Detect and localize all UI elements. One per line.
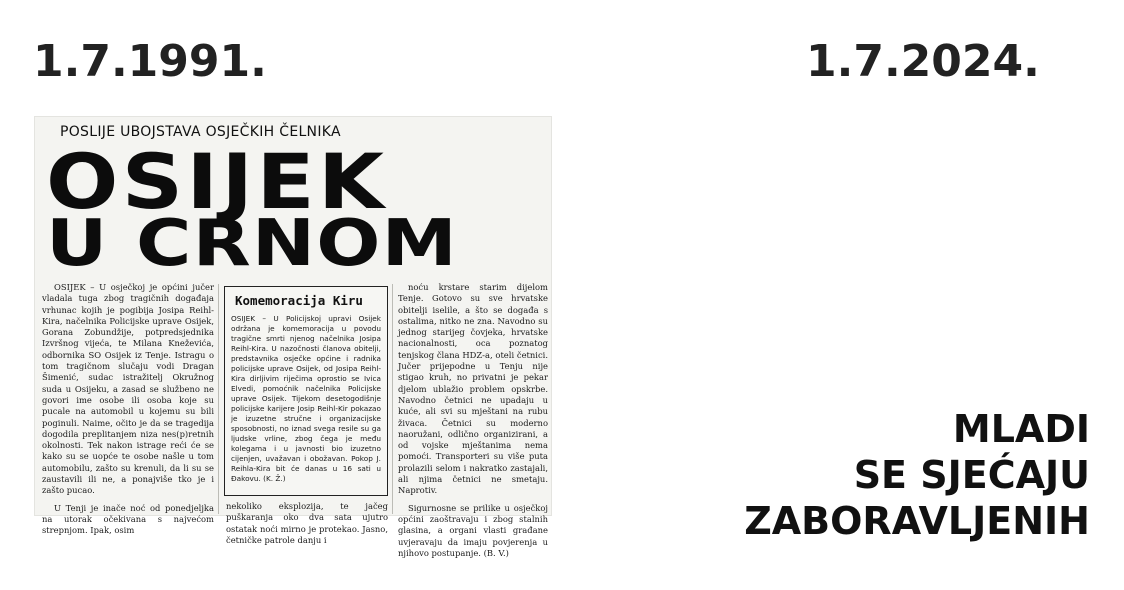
commemoration-box bbox=[224, 286, 388, 496]
article-column-2-bottom: nekoliko eksplozija, te jačeg puškaranja oko dva sata ujutro ostatak noći mirno je protekao. Jasno, četničke patrole danju i bbox=[226, 501, 388, 545]
clipping-kicker: POSLIJE UBOJSTAVA OSJEČKIH ČELNIKA bbox=[60, 124, 341, 140]
article-paragraph: Sigurnosne se prilike u osječkoj općini zaoštravaju i zbog stalnih glasina, a organi vlasti građane uvjeravaju da imaju povjerenja u njihovo postupanje. (B. V.) bbox=[398, 502, 548, 558]
tagline-line3: ZABORAVLJENIH bbox=[744, 499, 1090, 543]
box-body bbox=[231, 314, 381, 484]
column-divider bbox=[218, 284, 219, 514]
box-title: Komemoracija Kiru bbox=[235, 293, 363, 308]
article-column-1 bbox=[42, 282, 214, 536]
box-paragraph: OSIJEK – U Policijskoj upravi Osijek održana je komemoracija u povodu tragične smrti njenog načelnika Josipa Reihl-Kira. U nazočnosti članova obitelji, predstavnika osječke općine i radnika policijske uprave Osijek, od Josipa Reihl-Kira dirljivim riječima oprostio se Ivica Elvedi, pomoćnik načelnika Policijske uprave Osijek. Tijekom desetogodišnje policijske karijere Josip Reihl-Kir pokazao je izuzetne stručne i organizacijske sposobnosti, no iznad svega resile su ga ljudske vrline, zbog čega je među kolegama i u javnosti bio izuzetno cijenjen, uvažavan i obožavan. Pokop J. Reihla-Kira bit će danas u 16 sati u Đakovu. (K. Ž.) bbox=[231, 314, 381, 483]
clipping-headline-line1: OSIJEK bbox=[46, 137, 388, 226]
tagline-line2: SE SJEĆAJU bbox=[853, 453, 1090, 497]
date-1991: 1.7.1991. bbox=[33, 36, 267, 87]
article-column-3 bbox=[398, 282, 548, 558]
date-2024: 1.7.2024. bbox=[806, 36, 1040, 87]
newspaper-clipping bbox=[34, 116, 552, 558]
article-paragraph: U Tenji je inače noć od ponedjeljka na utorak očekivana s najvećom strepnjom. Ipak, osim bbox=[42, 502, 214, 536]
tagline-line1: MLADI bbox=[952, 407, 1090, 451]
clipping-headline-line2: U CRNOM bbox=[46, 207, 459, 281]
article-paragraph: OSIJEK – U osječkoj je općini jučer vladala tuga zbog tragičnih događaja vrhunac kojih je pogibija Josipa Reihl-Kira, načelnika Policijske uprave Osijek, Gorana Zobundžije, potpredsjednika Izvršnog vijeća, te Milana Kneževića, odbornika SO Osijek iz Tenje. Istragu o tom tragičnom slučaju vodi Dragan Šimenić, sudac istražitelj Okružnog suda u Osijeku, a zasad se službeno ne govori ime osobe ili osoba koje su pucale na automobil u kojemu su bili poginuli. Naime, očito je da se tragedija dogodila preplitanjem niza nes(p)retnih okolnosti. Tek nakon istrage reći će se kako su se uopće te osobe našle u tom automobilu, zašto su krenuli, da li su se zaustavili ili ne, a ponajviše tko je i zašto pucao. bbox=[42, 282, 214, 496]
article-paragraph: noću krstare starim dijelom Tenje. Gotovo su sve hrvatske obitelji iselile, a što se događa s ostalima, nitko ne zna. Navodno su jednog starijeg čovjeka, hrvatske nacionalnosti, oca poznatog tenjskog člana HDZ-a, oteli četnici. Jučer prijepodne u Tenju nije stigao kruh, no privatni je pekar djelom ublažio problem opskrbe. Navodno četnici ne upadaju u kuće, ali svi su mještani na rubu živaca. Četnici su moderno naoružani, odlično organizirani, a od vojske mještanima nema pomoći. Transporteri su više puta prolazili selom i nakratko zastajali, ali njima četnici ne smetaju. Naprotiv. bbox=[398, 282, 548, 496]
column-divider bbox=[392, 284, 393, 514]
